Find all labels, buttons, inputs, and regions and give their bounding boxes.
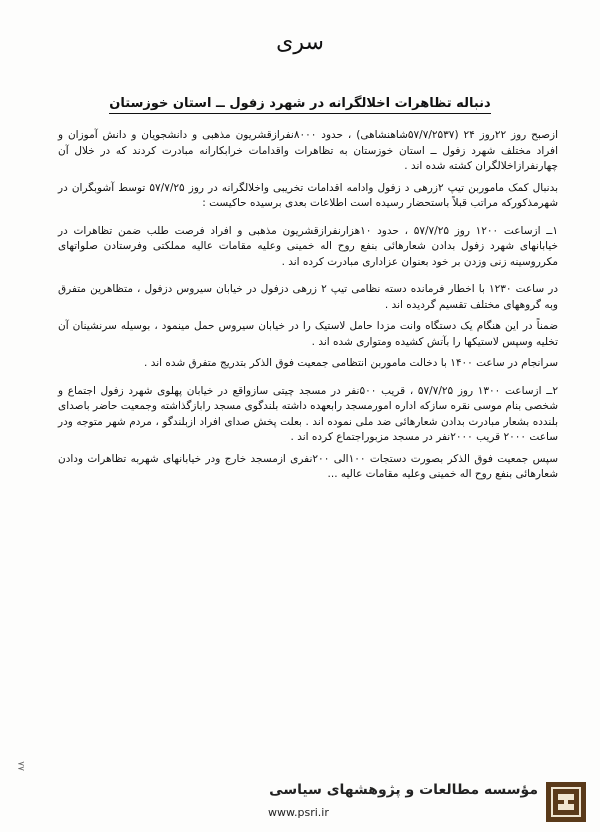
classification-stamp: سری — [276, 30, 324, 55]
paragraph: ازصبح روز ۲۲روز ۲۴ (۵۷/۷/۲۵۳۷شاهنشاهی) ، حدود ۸۰۰۰نفرازقشریون مذهبی و دانشجویان و دانش آموزان و افراد مختلف شهرد زفول ــ استان خوزستان به تظاهرات واقدامات خرابکارانه مبادرت کردند که در خلال آن چهارنفرازاخلالگران کشته شده اند . — [58, 129, 558, 172]
paragraph: بدنبال کمک ماموربن تیپ ۲زرهی د زفول وادامه اقدامات تخریبی واخلالگرانه در روز ۵۷/۷/۲۵ توسط آشوبگران در شهرمذکورکه مراتب قبلاً باستحضار رسیده است اطلاعات بعدی برسیده حاکیست : — [58, 181, 559, 209]
paragraph: ۲ــ ازساعت ۱۳۰۰ روز ۵۷/۷/۲۵ ، قریب ۵۰۰نفر در مسجد چیتی سازواقع در خیابان پهلوی شهرد زفول اجتماع و شخصی بنام موسی نقره سازکه اداره امورمسجد رابعهده داشته بلندگوی مسجد رابازگذاشته وجمعیت حاضر باصدای بلندده بشعار مبادرت بدادن شعارهائی ضد ملی نموده اند . بعلت پخش صدای افراد ازبلندگو ، مردم شهر متوجه ودر ساعت ۲۰۰۰ قریب ۲۰۰۰نفر در مسجد مزبوراجتماع کرده اند . — [58, 384, 559, 443]
paragraph: ضمناً در این هنگام یک دستگاه وانت مزدا حامل لاستیک را در خیابان سیروس حمل مینمود ، بوسیله سرنشینان آن تخلیه وسپس لاستیکها را بآتش کشیده ومتواری شده اند . — [58, 320, 558, 348]
paragraph: سپس جمعیت فوق الذکر بصورت دستجات ۱۰۰الی ۲۰۰نفری ازمسجد خارج ودر خیابانهای شهربه تظاهرات ودادن شعارهائی بنفع روح اله خمینی وعلیه مقامات عالیه ... — [58, 452, 559, 480]
institute-url[interactable]: www.psri.ir — [268, 806, 329, 819]
document-title — [0, 96, 600, 111]
institute-logo-icon — [546, 782, 586, 822]
document-title-text: دنباله تظاهرات اخلالگرانه در شهرد زفول ــ استان خوزستان — [109, 96, 490, 114]
margin-mark: ۸۸ — [17, 761, 27, 771]
footer-watermark — [262, 778, 592, 826]
paragraph: ۱ــ ازساعت ۱۲۰۰ روز ۵۷/۷/۲۵ ، حدود ۱۰هزارنفرازقشریون مذهبی و افراد فرصت طلب ضمن تظاهرات در خیابانهای شهرد زفول بدادن شعارهائی بنفع روح اله خمینی وعلیه مقامات عالیه مملکتی وفرستادن صلواتهای مکرروسینه زنی وزدن بر خود بعنوان عزاداری مبادرت کرده اند . — [58, 224, 558, 268]
paragraph: در ساعت ۱۲۳۰ با اخطار فرمانده دسته نظامی تیپ ۲ زرهی دزفول در خیابان سیروس دزفول ، متظاهرین متفرق وبه گروههای مختلف تقسیم گردیده اند . — [58, 283, 558, 311]
paragraph: سرانجام در ساعت ۱۴۰۰ با دخالت ماموربن انتظامی جمعیت فوق الذکر بتدریج متفرق شده اند . — [144, 357, 558, 369]
document-body — [58, 128, 558, 495]
institute-name: مؤسسه مطالعات و پژوهشهای سیاسی — [269, 782, 538, 798]
